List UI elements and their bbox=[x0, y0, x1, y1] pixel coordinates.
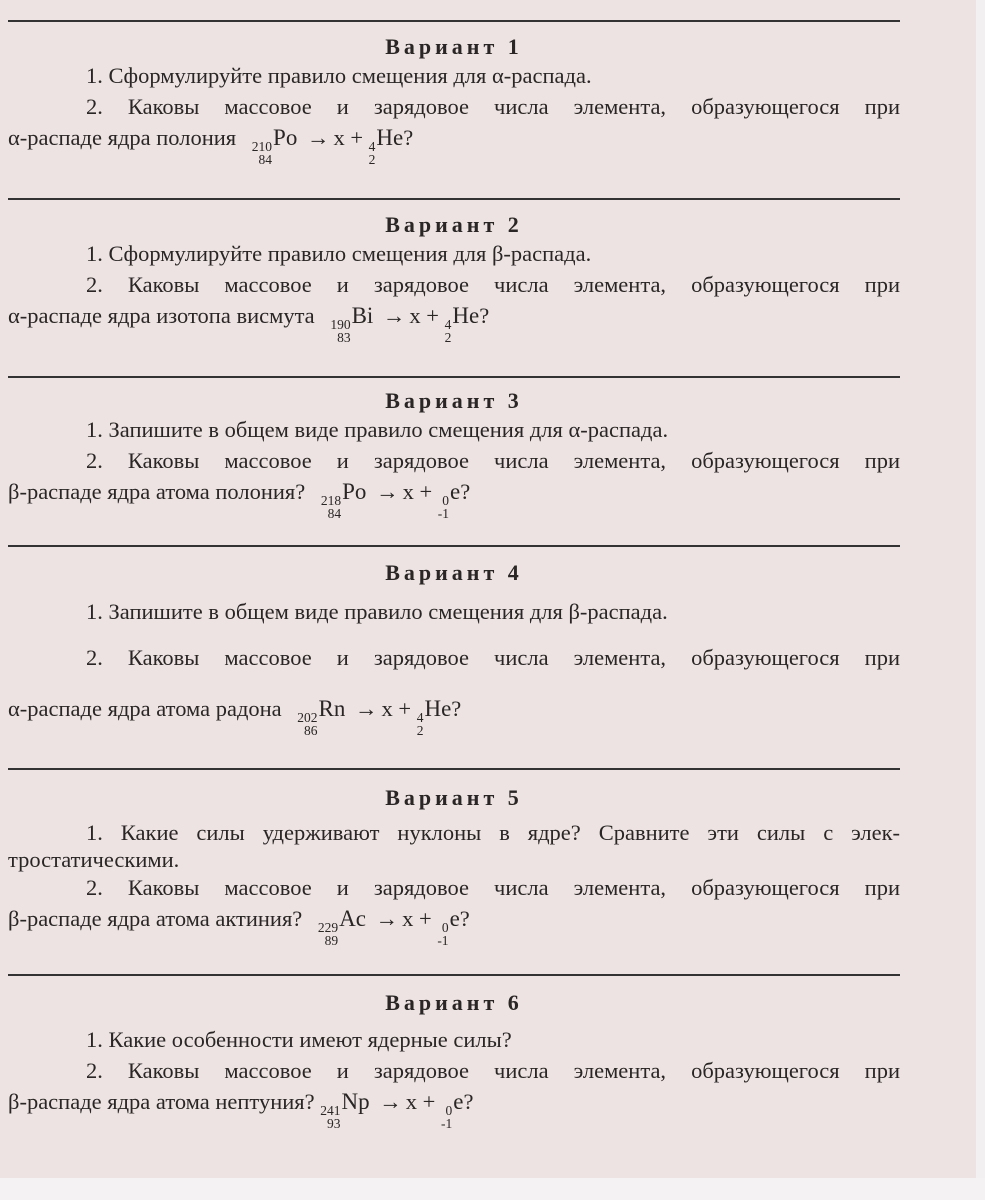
plus-sign: + bbox=[418, 906, 432, 931]
charge-number: 93 bbox=[327, 1116, 341, 1131]
separator-rule bbox=[8, 768, 900, 770]
plus-sign: + bbox=[426, 303, 439, 328]
charge-number: 2 bbox=[368, 152, 376, 167]
decay-equation bbox=[330, 300, 489, 344]
question-2-cont: α-распаде ядра изотопа висмута bbox=[8, 303, 315, 328]
question-2-start: 2. Каковы массовое и зарядовое числа элемента, образующегося при bbox=[86, 645, 900, 670]
question-2-cont: β-распаде ядра атома полония? bbox=[8, 479, 306, 504]
question-1: 1. Какие силы удерживают нуклоны в ядре? Сравните эти силы с элек- bbox=[86, 820, 900, 845]
question-mark: ? bbox=[403, 125, 414, 150]
decay-equation bbox=[321, 476, 470, 520]
arrow-symbol: → bbox=[355, 696, 378, 721]
mass-number: 4 bbox=[416, 710, 424, 725]
question-mark: ? bbox=[460, 479, 471, 504]
plus-sign: + bbox=[422, 1089, 436, 1114]
variant-title: Вариант 3 bbox=[385, 388, 523, 413]
nuclide-2-numbers bbox=[438, 494, 449, 520]
charge-number: 89 bbox=[324, 933, 339, 948]
particle-symbol: e bbox=[450, 479, 461, 504]
particle-symbol: He bbox=[424, 696, 452, 721]
arrow-symbol: → bbox=[376, 479, 399, 504]
question-1: 1. Запишите в общем виде правило смещения для β-распада. bbox=[86, 599, 668, 624]
unknown-x: x bbox=[409, 303, 421, 328]
question-2-cont: β-распаде ядра атома актиния? bbox=[8, 906, 303, 931]
variant-3 bbox=[8, 388, 900, 520]
decay-equation bbox=[297, 693, 461, 737]
plus-sign: + bbox=[350, 125, 364, 150]
question-2-start: 2. Каковы массовое и зарядовое числа элемента, образующегося при bbox=[86, 94, 900, 119]
unknown-x: x bbox=[381, 696, 393, 721]
mass-number: 241 bbox=[320, 1103, 341, 1118]
variant-title: Вариант 6 bbox=[385, 990, 523, 1015]
variant-title: Вариант 4 bbox=[385, 560, 523, 585]
charge-number: 86 bbox=[304, 723, 318, 738]
unknown-x: x bbox=[402, 906, 414, 931]
question-2-start: 2. Каковы массовое и зарядовое числа элемента, образующегося при bbox=[86, 448, 900, 473]
separator-rule bbox=[8, 376, 900, 378]
nuclide-2-numbers bbox=[441, 1104, 452, 1130]
charge-number: -1 bbox=[440, 1116, 453, 1131]
variant-title: Вариант 1 bbox=[385, 34, 523, 59]
question-2-line bbox=[8, 300, 900, 344]
question-2-cont: α-распаде ядра полония bbox=[8, 125, 237, 150]
mass-number: 0 bbox=[442, 493, 450, 508]
variant-title: Вариант 5 bbox=[385, 785, 523, 810]
variant-4 bbox=[8, 560, 900, 737]
question-mark: ? bbox=[479, 303, 490, 328]
charge-number: 84 bbox=[327, 506, 342, 521]
mass-number: 210 bbox=[251, 139, 273, 154]
nuclide-2-numbers bbox=[445, 318, 452, 344]
question-2-line bbox=[8, 693, 900, 737]
separator-rule bbox=[8, 198, 900, 200]
nuclide-2-numbers bbox=[437, 921, 448, 947]
arrow-symbol: → bbox=[379, 1089, 402, 1114]
question-2-start: 2. Каковы массовое и зарядовое числа элемента, образующегося при bbox=[86, 272, 900, 297]
question-mark: ? bbox=[451, 696, 462, 721]
mass-number: 218 bbox=[320, 493, 342, 508]
nuclide-1-numbers bbox=[252, 140, 272, 166]
decay-equation bbox=[318, 903, 470, 947]
separator-rule bbox=[8, 974, 900, 976]
charge-number: 84 bbox=[258, 152, 273, 167]
unknown-x: x bbox=[333, 125, 345, 150]
mass-number: 0 bbox=[441, 920, 449, 935]
mass-number: 229 bbox=[317, 920, 339, 935]
element-symbol: Po bbox=[342, 479, 367, 504]
variant-title: Вариант 2 bbox=[385, 212, 523, 237]
question-2-start: 2. Каковы массовое и зарядовое числа элемента, образующегося при bbox=[86, 1058, 900, 1083]
arrow-symbol: → bbox=[382, 303, 406, 328]
separator-rule bbox=[8, 545, 900, 547]
charge-number: 2 bbox=[444, 330, 452, 345]
question-1: 1. Какие особенности имеют ядерные силы? bbox=[86, 1027, 512, 1052]
question-2-cont: β-распаде ядра атома нептуния? bbox=[8, 1089, 315, 1114]
charge-number: 83 bbox=[337, 330, 351, 345]
variant-1 bbox=[8, 34, 900, 166]
question-1: 1. Сформулируйте правило смещения для α-распада. bbox=[86, 63, 592, 88]
nuclide-1-numbers bbox=[318, 921, 338, 947]
unknown-x: x bbox=[402, 479, 414, 504]
charge-number: -1 bbox=[437, 506, 450, 521]
element-symbol: Rn bbox=[318, 696, 346, 721]
nuclide-1-numbers bbox=[321, 494, 341, 520]
mass-number: 190 bbox=[330, 317, 351, 332]
separator-rule bbox=[8, 20, 900, 22]
nuclide-1-numbers bbox=[297, 711, 317, 737]
scan-bottom-strip bbox=[0, 1178, 985, 1200]
unknown-x: x bbox=[405, 1089, 418, 1114]
particle-symbol: He bbox=[376, 125, 404, 150]
plus-sign: + bbox=[419, 479, 433, 504]
question-2-cont: α-распаде ядра атома радона bbox=[8, 696, 282, 721]
element-symbol: Bi bbox=[351, 303, 374, 328]
particle-symbol: e bbox=[453, 1089, 464, 1114]
mass-number: 4 bbox=[444, 317, 452, 332]
nuclide-2-numbers bbox=[369, 140, 376, 166]
page-edge bbox=[976, 0, 985, 1178]
nuclide-1-numbers bbox=[330, 318, 350, 344]
decay-equation bbox=[252, 122, 413, 166]
element-symbol: Np bbox=[341, 1089, 370, 1114]
question-2-line bbox=[8, 476, 900, 520]
particle-symbol: e bbox=[449, 906, 460, 931]
question-2-line bbox=[8, 122, 900, 166]
arrow-symbol: → bbox=[306, 125, 330, 150]
variant-2 bbox=[8, 212, 900, 344]
question-2-start: 2. Каковы массовое и зарядовое числа элемента, образующегося при bbox=[86, 875, 900, 900]
nuclide-1-numbers bbox=[320, 1104, 340, 1130]
mass-number: 0 bbox=[445, 1103, 453, 1118]
question-1: 1. Сформулируйте правило смещения для β-распада. bbox=[86, 241, 592, 266]
charge-number: 2 bbox=[416, 723, 424, 738]
variant-5 bbox=[8, 785, 900, 947]
question-2-line bbox=[8, 1086, 900, 1130]
mass-number: 202 bbox=[297, 710, 318, 725]
element-symbol: Ac bbox=[339, 906, 366, 931]
plus-sign: + bbox=[398, 696, 412, 721]
charge-number: -1 bbox=[437, 933, 449, 948]
question-1: 1. Запишите в общем виде правило смещения для α-распада. bbox=[86, 417, 669, 442]
particle-symbol: He bbox=[452, 303, 480, 328]
element-symbol: Po bbox=[273, 125, 298, 150]
question-2-line bbox=[8, 903, 900, 947]
decay-equation bbox=[320, 1086, 473, 1130]
mass-number: 4 bbox=[368, 139, 376, 154]
question-mark: ? bbox=[459, 906, 470, 931]
nuclide-2-numbers bbox=[417, 711, 424, 737]
question-mark: ? bbox=[463, 1089, 474, 1114]
arrow-symbol: → bbox=[375, 906, 399, 931]
question-1-cont: тростатическими. bbox=[8, 847, 180, 872]
variant-6 bbox=[8, 990, 900, 1130]
